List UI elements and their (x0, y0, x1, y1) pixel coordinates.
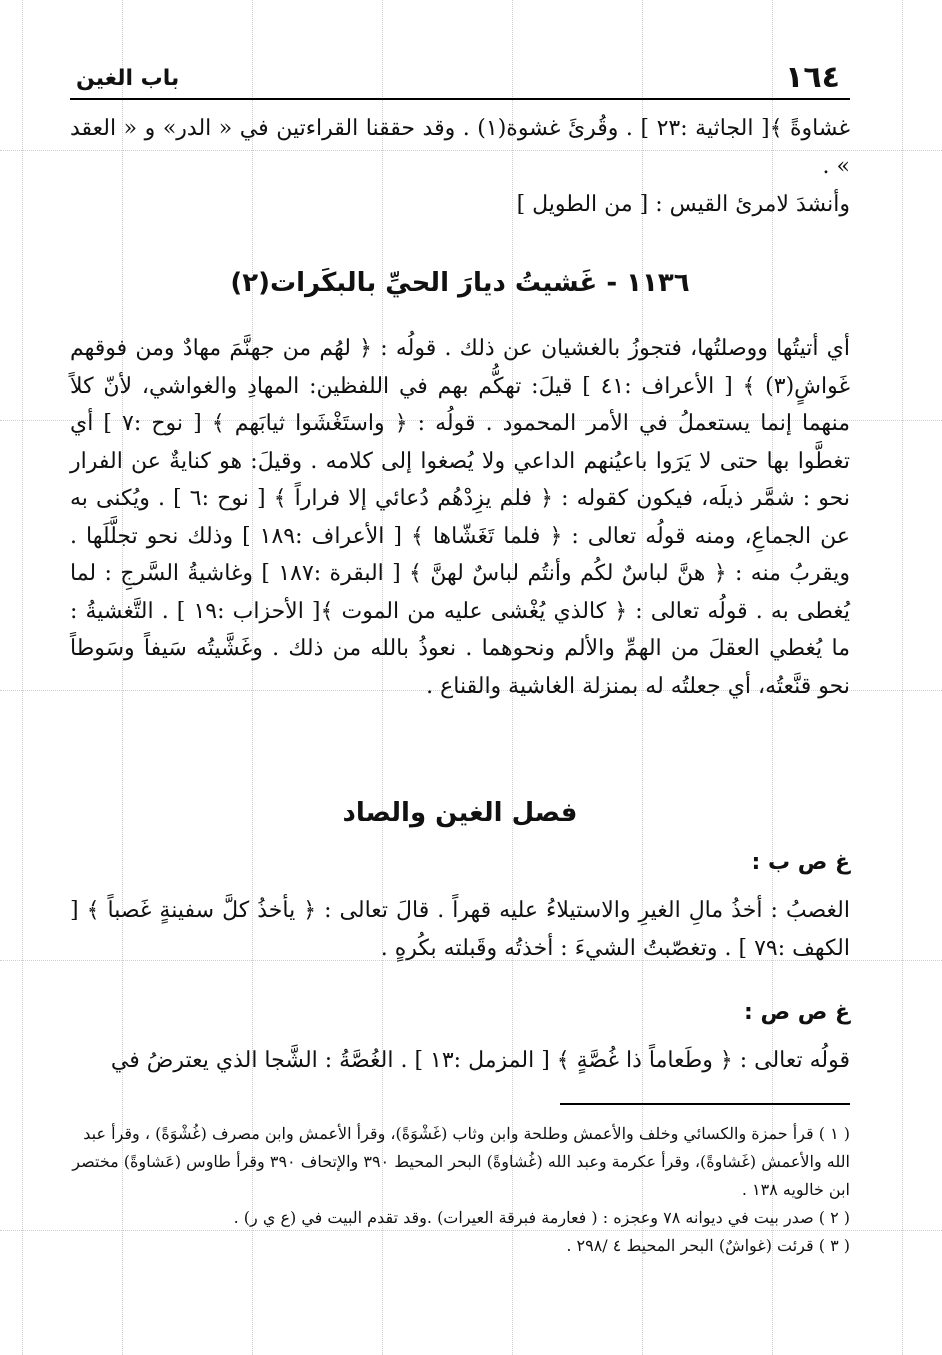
footnote: ( ٢ ) صدر بيت في ديوانه ٧٨ وعجزه : ( فعارمة فبرقة العيرات) .وقد تقدم البيت في (ع ي ر) . (233, 1208, 850, 1227)
intro-paragraph (70, 110, 850, 224)
entry-letters: غ ص ب : (751, 850, 850, 875)
footnote: ( ٣ ) قرئت (غواشٌ) البحر المحيط ٤ /٢٩٨ . (566, 1236, 850, 1255)
entry-letters: غ ص ص : (744, 1000, 850, 1025)
grid-line (902, 0, 903, 1355)
page-number: ١٦٤ (785, 60, 840, 95)
footnotes (70, 1120, 850, 1260)
page-header (70, 58, 850, 100)
book-page (70, 40, 850, 1320)
footnote: ( ١ ) قرأ حمزة والكسائي وخلف والأعمش وطلحة وابن وثاب (غَشْوَةً)، وقرأ الأعمش وابن مصرف (غُشْوَةً) ، وقرأ عبد الله والأعمش (غَشاوةً)، وقرأ عكرمة وعبد الله (غُشاوةً) البحر المحيط ٣٩٠ والإتحاف ٣٩٠ وقرأ طاوس (عَشاوةً) مختصر ابن خالويه ١٣٨ . (72, 1124, 850, 1199)
commentary-paragraph: أي أتيتُها ووصلتُها، فتجوزُ بالغشيان عن ذلك . قولُه : ﴿ لهُم من جهنَّمَ مهادٌ ومن فوقهم غَواشٍ(٣) ﴾ [ الأعراف :٤١ ] قيلَ: تهكُّم بهم في اللفظين: المهادِ والغواشي، لأنّ كلاً منهما إنما يستعملُ في الأمر المحمود . قولُه : ﴿ واستَغْشَوا ثيابَهم ﴾ [ نوح :٧ ] أي تغطَّوا بها حتى لا يَرَوا باعيُنهم الداعي ولا يُصغوا إلى كلامه . وقيلَ: هو كنايةٌ عن الفرار نحو : شمَّر ذيلَه، فيكون كقوله : ﴿ فلم يزِدْهُم دُعائي إلا فراراً ﴾ [ نوح :٦ ] . ويُكنى به عن الجماعِ، ومنه قولُه تعالى : ﴿ فلما تَغَشّاها ﴾ [ الأعراف :١٨٩ ] وذلك نحو تجلَّلَها . ويقربُ منه : ﴿ هنَّ لباسٌ لكُم وأنتُم لباسٌ لهنَّ ﴾ [ البقرة :١٨٧ ] وغاشيةُ السَّرجِ : لما يُغطى به . قولُه تعالى : ﴿ كالذي يُغْشى عليه من الموت ﴾[ الأحزاب :١٩ ] . التَّغشيةُ : ما يُغطي العقلَ من الهمِّ والألم ونحوهما . نعوذُ بالله من ذلك . وغَشَّيتُه سَيفاً وسَوطاً نحو قنَّعتُه، أي جعلتُه له بمنزلة الغاشية والقناع . (70, 336, 851, 699)
grid-line (22, 0, 23, 1355)
section-title: فصل الغين والصاد (342, 798, 578, 828)
intro-line: غشاوةً ﴾[ الجاثية :٢٣ ] . وقُرئَ غشوة(١) . وقد حققنا القراءتين في « الدر» و « العقد » . (70, 116, 850, 179)
entry-text: قولُه تعالى : ﴿ وطَعاماً ذا غُصَّةٍ ﴾ [ المزمل :١٣ ] . الغُصَّةُ : الشَّجا الذي يعترضُ في (110, 1048, 850, 1073)
chapter-title: باب الغين (76, 66, 180, 91)
intro-line: وأنشدَ لامرئ القيس : [ من الطويل ] (516, 192, 850, 217)
verse-heading: ١١٣٦ - غَشيتُ ديارَ الحيِّ بالبكَرات(٢) (230, 268, 690, 298)
footnote-separator (560, 1103, 850, 1105)
entry-text: الغصبُ : أخذُ مالِ الغيرِ والاستيلاءُ عليه قهراً . قالَ تعالى : ﴿ يأخذُ كلَّ سفينةٍ غَصباً ﴾ [ الكهف :٧٩ ] . وتغصّبتُ الشيءَ : أخذتُه وقَبلته بكُرهٍ . (70, 898, 850, 961)
